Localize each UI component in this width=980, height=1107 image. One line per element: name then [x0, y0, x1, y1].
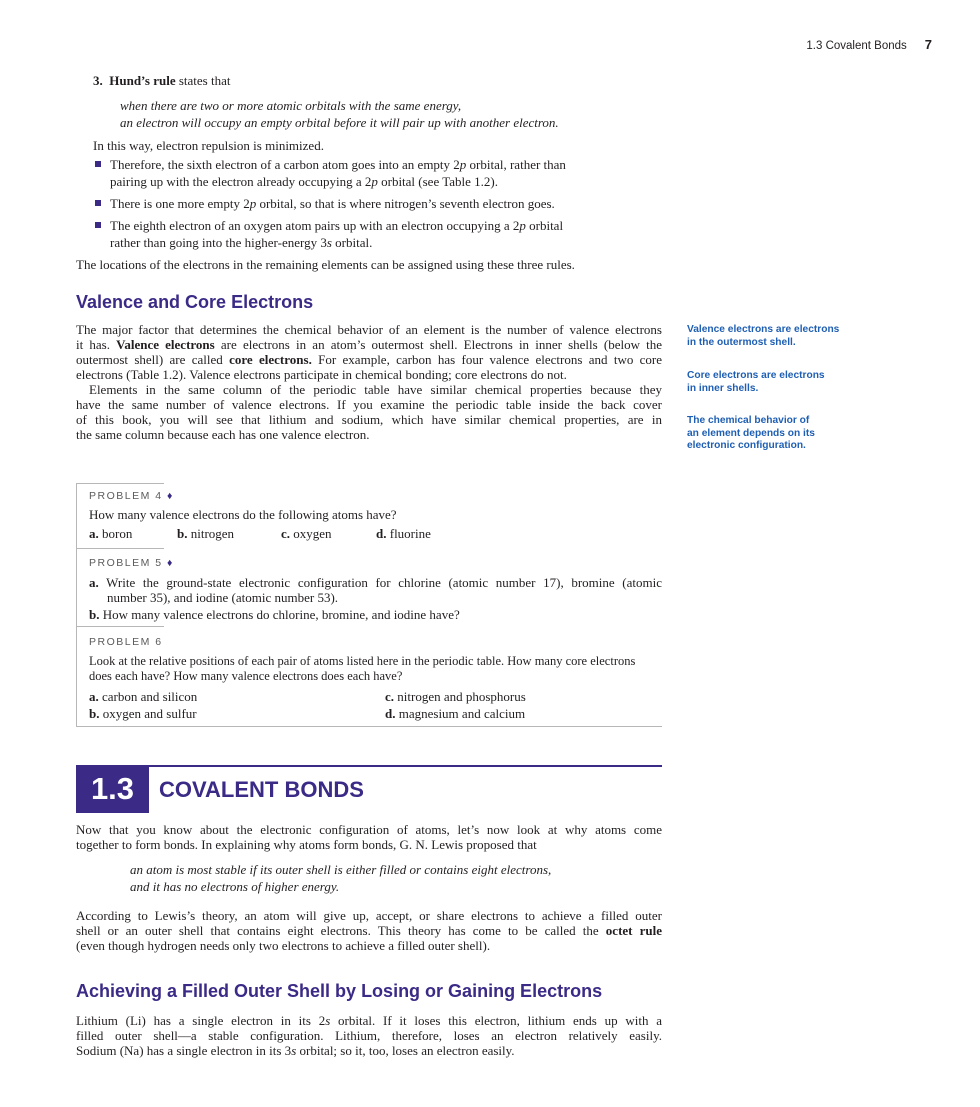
- valence-line: of this book, you will see that lithium and sodium, which have similar chemical properties, are in: [76, 412, 662, 427]
- bullet-marker: [95, 161, 101, 167]
- valence-line: the same column because each has one valence electron.: [76, 427, 370, 442]
- problem-4-item: d. fluorine: [376, 526, 431, 541]
- lewis-theory-paragraph: According to Lewis’s theory, an atom will give up, accept, or share electrons to achieve a filled outer shell or an outer shell that contains eight electrons. This theory has come to be called the octet rule (even though hydrogen needs only two electrons to achieve a filled outer shell).: [76, 908, 662, 953]
- hund-number: 3.: [93, 73, 103, 88]
- valence-line: The major factor that determines the chemical behavior of an element is the number of valence electrons: [76, 322, 662, 337]
- lewis-quote-1: an atom is most stable if its outer shell is either filled or contains eight electrons,: [130, 862, 552, 877]
- running-head: [806, 37, 932, 54]
- problem-box-bottom-rule: [76, 726, 662, 727]
- problem-5-label: PROBLEM 5 ♦: [89, 557, 173, 569]
- valence-line: outermost shell) are called core electrons. For example, carbon has four valence electrons and two core: [76, 352, 663, 367]
- hund-rule-line: [93, 73, 230, 88]
- bullet-1-line-2: pairing up with the electron already occupying a 2p orbital (see Table 1.2).: [110, 174, 499, 189]
- bullet-marker: [95, 200, 101, 206]
- margin-note-core: Core electrons are electrons in inner shells.: [687, 370, 825, 394]
- octet-rule-term: octet rule: [605, 923, 662, 938]
- valence-paragraph: [76, 322, 662, 442]
- problem-divider: [76, 626, 164, 627]
- problem-4-label: PROBLEM 4 ♦: [89, 490, 173, 502]
- problem-box-top-rule: [76, 483, 164, 484]
- problem-4-item: b. nitrogen: [177, 526, 235, 541]
- valence-line: electrons (Table 1.2). Valence electrons participate in chemical bonding; core electrons do not.: [76, 367, 567, 382]
- lithium-paragraph: Lithium (Li) has a single electron in its 2s orbital. If it loses this electron, lithium ends up with a filled outer shell—a stable configuration. Lithium, therefore, loses an electron relatively easily. Sodium (Na) has a single electron in its 3s orbital; so it, too, loses an electron easily.: [76, 1013, 663, 1058]
- hund-after: In this way, electron repulsion is minimized.: [93, 138, 324, 153]
- hund-quote-2: an electron will occupy an empty orbital before it will pair up with another electron.: [120, 115, 559, 130]
- bullet-3-line-2: rather than going into the higher-energy 3s orbital.: [110, 235, 373, 250]
- problem-5-part-a: a. Write the ground-state electronic configuration for chlorine (atomic number 17), bromine (atomic number 35), and iodine (atomic number 53).: [89, 575, 662, 605]
- margin-note-valence: Valence electrons are electrons in the outermost shell.: [687, 324, 840, 348]
- problem-6-item: c. nitrogen and phosphorus: [385, 689, 526, 704]
- diamond-icon: ♦: [167, 557, 173, 569]
- section-number: 1.3: [76, 765, 149, 813]
- section-heading-filled-shell: Achieving a Filled Outer Shell by Losing or Gaining Electrons: [76, 981, 603, 1001]
- section-rule: [76, 765, 662, 767]
- valence-line: have the same number of valence electrons. If you examine the periodic table inside the back cover: [76, 397, 662, 412]
- bullet-1-line-1: Therefore, the sixth electron of a carbon atom goes into an empty 2p orbital, rather than: [110, 157, 566, 172]
- problem-4-question: How many valence electrons do the following atoms have?: [89, 507, 397, 522]
- problem-4-item: c. oxygen: [281, 526, 332, 541]
- problem-6-item: a. carbon and silicon: [89, 689, 198, 704]
- problem-divider: [76, 548, 164, 549]
- problem-6-item: d. magnesium and calcium: [385, 706, 526, 721]
- covalent-intro-paragraph: Now that you know about the electronic configuration of atoms, let’s now look at why atoms come together to form bonds. In explaining why atoms form bonds, G. N. Lewis proposed that: [76, 822, 662, 852]
- lewis-quote-2: and it has no electrons of higher energy.: [130, 879, 340, 894]
- problem-box-left-rule: [76, 483, 77, 727]
- problem-6-label: PROBLEM 6: [89, 636, 163, 648]
- locations-text: The locations of the electrons in the remaining elements can be assigned using these three rules.: [76, 257, 575, 272]
- hund-quote-1: when there are two or more atomic orbitals with the same energy,: [120, 98, 462, 113]
- hund-term: Hund’s rule: [109, 73, 176, 88]
- section-title: COVALENT BONDS: [159, 777, 364, 802]
- hund-intro: states that: [178, 73, 231, 88]
- bullet-2-line-1: There is one more empty 2p orbital, so that is where nitrogen’s seventh electron goes.: [110, 196, 555, 211]
- problem-4-item: a. boron: [89, 526, 133, 541]
- valence-line: Elements in the same column of the periodic table have similar chemical properties because they: [89, 382, 662, 397]
- bullet-3-line-1: The eighth electron of an oxygen atom pairs up with an electron occupying a 2p orbital: [110, 218, 564, 233]
- running-head-section: 1.3 Covalent Bonds: [806, 40, 907, 52]
- section-heading-valence: Valence and Core Electrons: [76, 292, 314, 312]
- margin-note-behavior: The chemical behavior of an element depends on its electronic configuration.: [687, 415, 815, 451]
- bullet-marker: [95, 222, 101, 228]
- problem-5-part-b: b. How many valence electrons do chlorine, bromine, and iodine have?: [89, 607, 460, 622]
- valence-line: it has. Valence electrons are electrons in an atom’s outermost shell. Electrons in inner shells (below the: [76, 337, 663, 352]
- page-number: 7: [924, 37, 932, 52]
- problem-6-question: Look at the relative positions of each pair of atoms listed here in the periodic table. How many core electrons does each have? How many valence electrons does each have?: [89, 654, 636, 683]
- problem-6-item: b. oxygen and sulfur: [89, 706, 197, 721]
- diamond-icon: ♦: [167, 490, 173, 502]
